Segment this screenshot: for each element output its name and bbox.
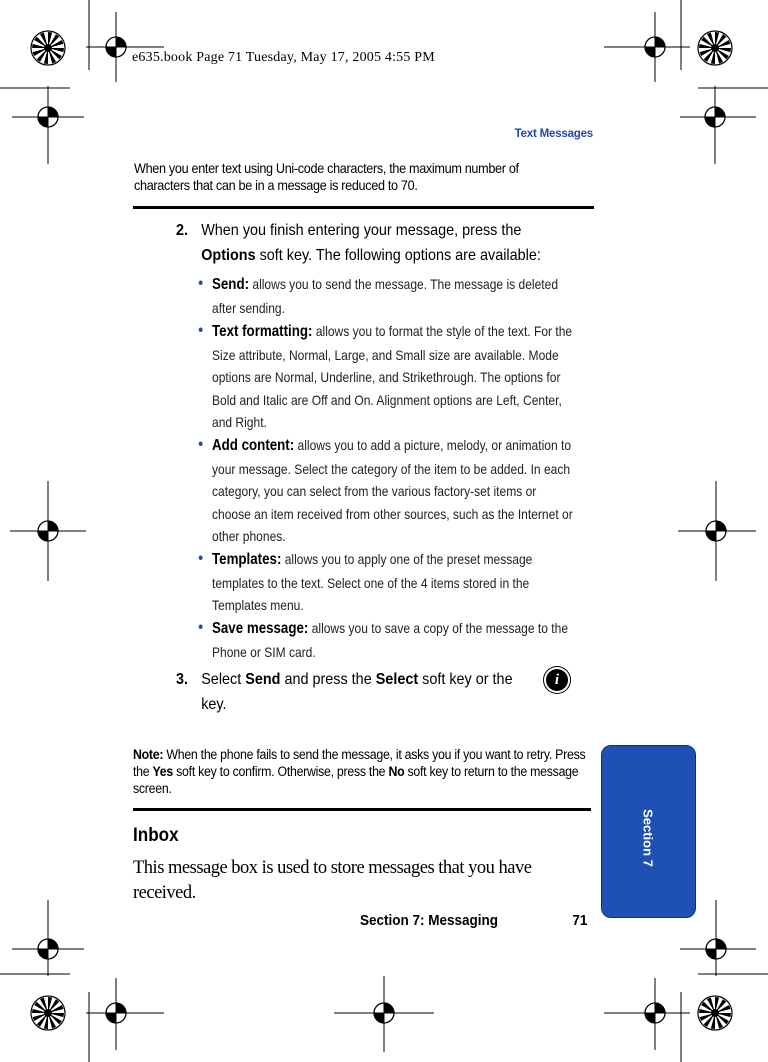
option-templates xyxy=(198,548,573,617)
step-text: When you finish entering your message, press the Options soft key. The following options are available: xyxy=(201,222,541,264)
option-title: Text formatting: xyxy=(212,323,313,340)
option-add-content xyxy=(198,434,573,548)
section-tab xyxy=(601,745,696,918)
option-description: allows you to send the message. The message is deleted after sending. xyxy=(212,276,559,316)
option-text-formatting xyxy=(198,320,573,434)
bullet: • xyxy=(198,275,204,292)
ok-key-icon: i xyxy=(546,669,568,691)
option-description: allows you to save a copy of the message to the Phone or SIM card. xyxy=(212,620,569,660)
option-title: Save message: xyxy=(212,620,309,637)
page-number: 71 xyxy=(572,912,588,929)
option-description: allows you to apply one of the preset message templates to the text. Select one of the 4 items stored in the Templates menu. xyxy=(212,551,533,613)
page-footer xyxy=(360,912,588,929)
inbox-description: This message box is used to store messages that you have received. xyxy=(133,858,532,903)
bullet: • xyxy=(198,550,204,567)
note-paragraph: Note: When the phone fails to send the message, it asks you if you want to retry. Press the Yes soft key to confirm. Otherwise, press the No soft key to return to the message screen. xyxy=(133,747,586,796)
step-text: Select Send and press the Select soft key or the key. xyxy=(201,671,513,713)
divider xyxy=(133,808,591,811)
option-send xyxy=(198,273,573,319)
bullet: • xyxy=(198,619,204,636)
book-file-line: e635.book Page 71 Tuesday, May 17, 2005 4:55 PM xyxy=(132,50,435,65)
step-number: 3. xyxy=(176,671,189,688)
option-title: Templates: xyxy=(212,551,282,568)
section-tab-label: Section 7 xyxy=(640,809,656,867)
option-title: Send: xyxy=(212,276,250,293)
bullet: • xyxy=(198,322,204,339)
running-head: Text Messages xyxy=(514,128,593,140)
divider xyxy=(133,206,594,209)
bullet: • xyxy=(198,436,204,453)
footer-section: Section 7: Messaging xyxy=(360,912,499,929)
intro-paragraph: When you enter text using Uni-code characters, the maximum number of characters that can be in a message is reduced to 70. xyxy=(134,161,519,193)
option-save-message xyxy=(198,617,573,663)
option-description: allows you to format the style of the text. For the Size attribute, Normal, Large, and Small size are available. Mode options are Normal, Underline, and Strikethrough. The options for Bold and Italic are Off and On. Alignment options are Left, Center, and Right. xyxy=(212,323,573,430)
step-number: 2. xyxy=(176,222,189,239)
inbox-heading: Inbox xyxy=(133,825,179,846)
option-title: Add content: xyxy=(212,437,295,454)
option-description: allows you to add a picture, melody, or animation to your message. Select the category of the item to be added. In each category, you can select from the various factory-set items or choose an item received from other sources, such as the Internet or other phones. xyxy=(212,437,573,544)
options-soft-key-label: Options xyxy=(201,247,256,264)
note-label: Note: xyxy=(133,747,164,762)
